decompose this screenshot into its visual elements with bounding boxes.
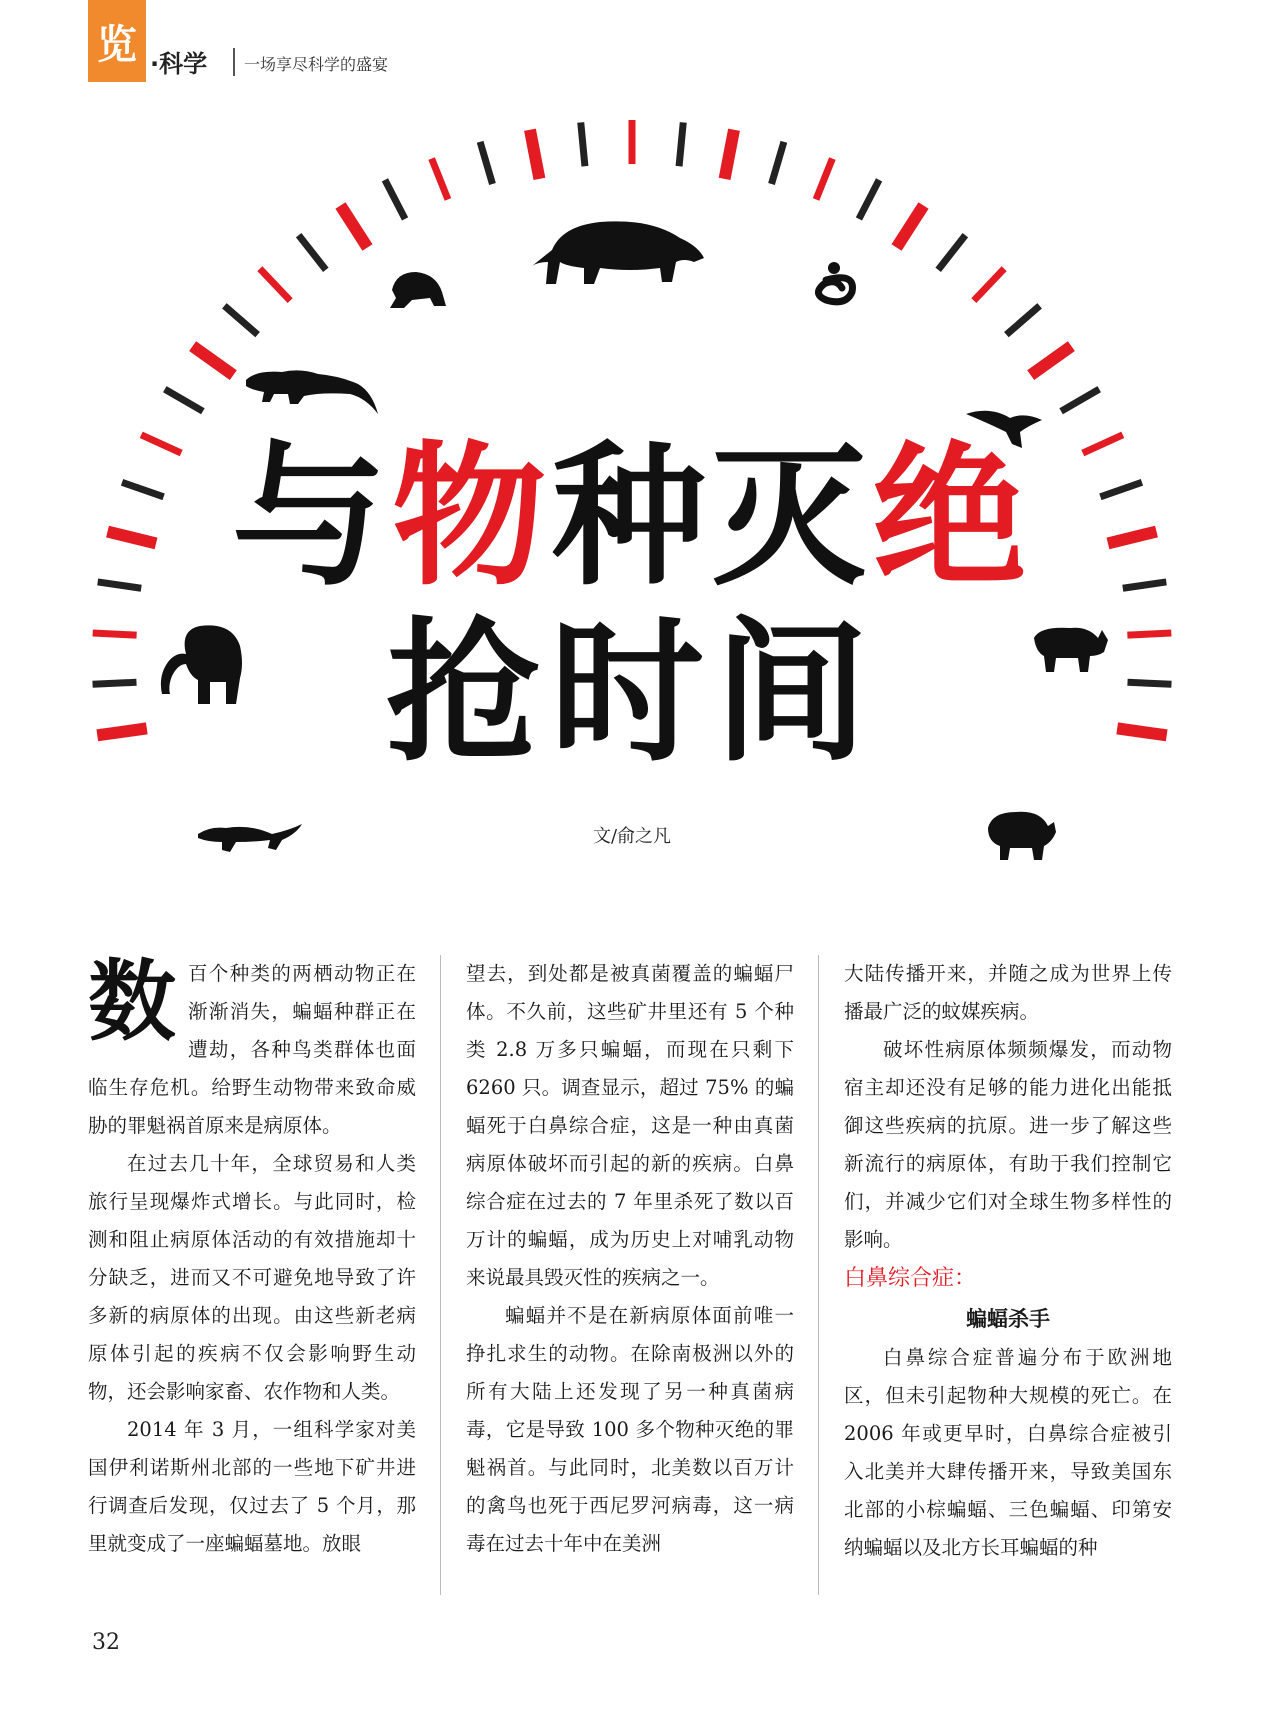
dial-tick bbox=[679, 122, 683, 166]
paragraph: 白鼻综合症普遍分布于欧洲地区，但未引起物种大规模的死亡。在 2006 年或更早时，白鼻综合症被引入北美并大肆传播开来，导致美国东北部的小棕蝙蝠、三色蝙蝠、印第安纳蝙蝠以及北方长耳蝙蝠的种 bbox=[844, 1346, 1172, 1559]
dial-tick bbox=[816, 159, 832, 200]
dial-tick bbox=[480, 142, 492, 184]
badger-icon bbox=[532, 221, 704, 284]
column-divider bbox=[440, 955, 441, 1595]
paragraph: 望去，到处都是被真菌覆盖的蝙蝠尸体。不久前，这些矿井里还有 5 个种类 2.8 万多只蝙蝠，而现在只剩下 6260 只。调查显示，超过 75% 的蝙蝠死于白鼻综合症，这是一种由真菌病原体破坏而引起的新的疾病。白鼻综合症在过去的 7 年里杀死了数以百万计的蝙蝠，成为历史上对哺乳动物来说最具毁灭性的疾病之一。 bbox=[466, 962, 794, 1289]
subheading-red: 白鼻综合症： bbox=[844, 1266, 977, 1291]
section-name: ·科学 bbox=[150, 50, 208, 78]
title-char-5: 绝 bbox=[872, 426, 1033, 607]
dial-tick bbox=[772, 142, 784, 184]
title-char-4: 灭 bbox=[712, 426, 873, 607]
dial-tick bbox=[299, 235, 326, 270]
title-char-2: 物 bbox=[391, 426, 552, 607]
dial-tick bbox=[530, 130, 539, 179]
dial-tick bbox=[260, 269, 290, 301]
dial-tick bbox=[581, 122, 585, 166]
dial-tick bbox=[725, 130, 734, 179]
dial-tick bbox=[385, 180, 405, 219]
paragraph: 蝙蝠并不是在新病原体面前唯一挣扎求生的动物。在除南极洲以外的所有大陆上还发现了另一种真菌病毒，它是导致 100 多个物种灭绝的罪魁祸首。与此同时，北美数以百万计的禽鸟也死于西尼罗河病毒，这一病毒在过去十年中在美洲 bbox=[466, 1304, 794, 1555]
section-badge-char: 览 bbox=[97, 21, 137, 68]
paragraph: 2014 年 3 月，一组科学家对美国伊利诺斯州北部的一些地下矿井进行调查后发现，仅过去了 5 个月，那里就变成了一座蝙蝠墓地。放眼 bbox=[88, 1418, 416, 1555]
dial-tick bbox=[224, 306, 257, 335]
subheading-black: 蝙蝠杀手 bbox=[966, 1307, 1050, 1331]
column-3 bbox=[844, 955, 1172, 1567]
paragraph: 大陆传播开来，并随之成为世界上传播最广泛的蚊媒疾病。 bbox=[844, 962, 1172, 1023]
dial-tick bbox=[897, 205, 924, 247]
dial-tick bbox=[432, 159, 448, 200]
dial-tick bbox=[974, 269, 1004, 301]
dial-tick bbox=[859, 180, 879, 219]
column-2 bbox=[466, 955, 794, 1563]
drop-cap: 数 bbox=[88, 949, 177, 1053]
paragraph: 破坏性病原体频频爆发，而动物宿主却还没有足够的能力进化出能抵御这些疾病的抗原。进一步了解这些新流行的病原体，有助于我们控制它们，并减少它们对全球生物多样性的影响。 bbox=[844, 1038, 1172, 1251]
dial-tick bbox=[165, 389, 203, 411]
dial-tick bbox=[938, 235, 965, 270]
paragraph: 在过去几十年，全球贸易和人类旅行呈现爆炸式增长。与此同时，检测和阻止病原体活动的有效措施却十分缺乏，进而又不可避免地导致了许多新的病原体的出现。由这些新老病原体引起的疾病不仅会影响野生动物，还会影响家畜、农作物和人类。 bbox=[88, 1152, 416, 1403]
dial-tick bbox=[340, 205, 367, 247]
title-char-3: 种 bbox=[551, 426, 712, 607]
dial-tick bbox=[1031, 346, 1072, 375]
title-line-1 bbox=[0, 426, 1264, 607]
dial-tick bbox=[1006, 306, 1039, 335]
page-number: 32 bbox=[92, 1630, 120, 1655]
column-divider bbox=[818, 955, 819, 1595]
title-char-1: 与 bbox=[231, 426, 392, 607]
crocodile-icon bbox=[246, 370, 378, 414]
dial-tick bbox=[1061, 389, 1099, 411]
byline: 文/俞之凡 bbox=[592, 826, 672, 847]
column-1 bbox=[88, 949, 416, 1563]
section-tagline: 一场享尽科学的盛宴 bbox=[244, 55, 389, 74]
frog-icon bbox=[390, 272, 446, 308]
dial-tick bbox=[193, 346, 234, 375]
snake-icon bbox=[818, 262, 852, 302]
title-line-2: 抢时间 bbox=[385, 602, 878, 783]
paragraph: 百个种类的两栖动物正在渐渐消失，蝙蝠种群正在遭劫，各种鸟类群体也面临生存危机。给野生动物带来致命威胁的罪魁祸首原来是病原体。 bbox=[88, 962, 416, 1137]
